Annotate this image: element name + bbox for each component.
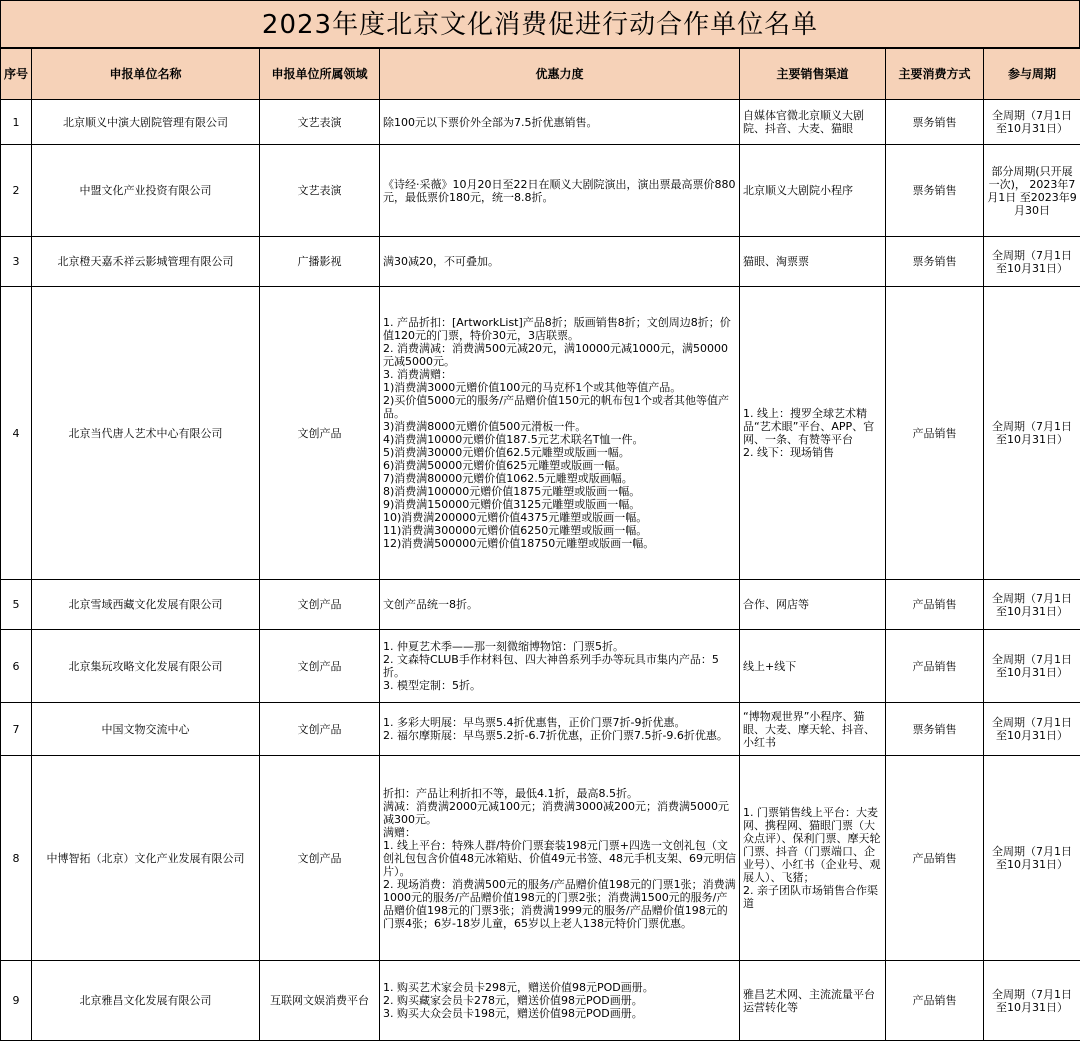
cell-discount-line: 9)消费满150000元赠价值3125元雕塑或版画一幅。 [383,498,736,511]
cell-channel-line: 雅昌艺术网、主流流量平台运营转化等 [743,988,882,1014]
cell-period-line: 全周期（7月1日至10月31日） [987,653,1077,679]
cell-period-line: 全周期（7月1日至10月31日） [987,592,1077,618]
cell-name: 中博智拓（北京）文化产业发展有限公司 [32,756,260,961]
cell-channel [740,630,886,703]
cell-discount-line: 8)消费满100000元赠价值1875元雕塑或版画一幅。 [383,485,736,498]
cell-no: 9 [1,961,32,1041]
cell-discount-line: 折扣：产品让利折扣不等，最低4.1折，最高8.5折。 [383,787,736,800]
header-name: 申报单位名称 [32,49,260,100]
cell-channel-line: 北京顺义大剧院小程序 [743,184,882,197]
cell-no: 8 [1,756,32,961]
cell-period-line: 全周期（7月1日至10月31日） [987,249,1077,275]
cell-discount [380,100,740,145]
cell-discount-line: 2. 文森特CLUB手作材料包、四大神兽系列手办等玩具市集内产品：5折。 [383,653,736,679]
cell-name: 北京雪域西藏文化发展有限公司 [32,580,260,630]
cell-discount-line: 2. 福尔摩斯展：早鸟票5.2折-6.7折优惠，正价门票7.5折-9.6折优惠。 [383,729,736,742]
cell-field: 文创产品 [260,630,380,703]
cell-discount-line: 1. 仲夏艺术季——那一刻微缩博物馆：门票5折。 [383,640,736,653]
cell-discount-line: 2. 现场消费：消费满500元的服务/产品赠价值198元的门票1张；消费满1000元的服务/产品赠价值198元的门票2张；消费满1500元的服务/产品赠价值198元的门票3张；消费满1999元的服务/产品赠价值198元的门票4张；6岁-18岁儿童，65岁以上老人138元特价门票优惠。 [383,878,736,930]
cell-period [984,100,1080,145]
cell-channel [740,237,886,287]
cell-channel-line: 自媒体官微北京顺义大剧院、抖音、大麦、猫眼 [743,109,882,135]
table-row [1,756,1080,961]
cell-channel-line: 1. 门票销售线上平台：大麦网、携程网、猫眼门票（大众点评）、保利门票、摩天轮门票、抖音（门票端口、企业号）、小红书（企业号、观展人）、飞猪； [743,806,882,884]
cell-name: 北京当代唐人艺术中心有限公司 [32,287,260,580]
cell-discount [380,961,740,1041]
cell-period [984,287,1080,580]
cell-channel-line: 合作、网店等 [743,598,882,611]
cell-mode: 产品销售 [886,961,984,1041]
cell-discount-line: 除100元以下票价外全部为7.5折优惠销售。 [383,116,736,129]
cell-channel-line: “博物观世界”小程序、猫眼、大麦、摩天轮、抖音、小红书 [743,710,882,749]
cell-period-line: 全周期（7月1日至10月31日） [987,845,1077,871]
cell-channel [740,145,886,237]
cell-field: 文创产品 [260,756,380,961]
table-row [1,237,1080,287]
cell-field: 文艺表演 [260,145,380,237]
cell-field: 文创产品 [260,580,380,630]
cell-discount-line: 2. 消费满减：消费满500元减20元，满10000元减1000元，满50000元减5000元。 [383,342,736,368]
header-discount: 优惠力度 [380,49,740,100]
cell-discount-line: 满减：消费满2000元减100元；消费满3000减200元；消费满5000元减300元。 [383,800,736,826]
cell-discount-line: 7)消费满80000元赠价值1062.5元雕塑或版画幅。 [383,472,736,485]
cell-channel [740,287,886,580]
cell-discount-line: 2)买价值5000元的服务/产品赠价值150元的帆布包1个或者其他等值产品。 [383,394,736,420]
header-mode: 主要消费方式 [886,49,984,100]
cell-discount-line: 1. 线上平台：特殊人群/特价门票套装198元门票+四选一文创礼包（文创礼包包含价值48元冰箱贴、价值49元书签、48元手机支架、69元明信片）。 [383,839,736,878]
cell-discount-line: 1. 产品折扣：[ArtworkList]产品8折；版画销售8折；文创周边8折；价值120元的门票，特价30元，3店联票。 [383,316,736,342]
cell-period-line: 全周期（7月1日至10月31日） [987,420,1077,446]
cell-field: 互联网文娱消费平台 [260,961,380,1041]
cell-name: 北京雅昌文化发展有限公司 [32,961,260,1041]
cell-discount-line: 3. 购买大众会员卡198元，赠送价值98元POD画册。 [383,1007,736,1020]
cell-name: 中国文物交流中心 [32,703,260,756]
cell-discount-line: 3. 模型定制：5折。 [383,679,736,692]
cell-discount-line: 《诗经·采薇》10月20日至22日在顺义大剧院演出，演出票最高票价880元，最低票价180元，统一8.8折。 [383,178,736,204]
cell-channel-line: 2. 亲子团队市场销售合作渠道 [743,884,882,910]
cell-channel-line: 线上+线下 [743,660,882,673]
cell-discount-line: 2. 购买藏家会员卡278元，赠送价值98元POD画册。 [383,994,736,1007]
cell-mode: 票务销售 [886,100,984,145]
cell-discount [380,703,740,756]
cell-period [984,630,1080,703]
cell-mode: 产品销售 [886,756,984,961]
cell-no: 5 [1,580,32,630]
table-row [1,145,1080,237]
cell-period-line: 全周期（7月1日至10月31日） [987,716,1077,742]
cell-mode: 产品销售 [886,287,984,580]
header-period: 参与周期 [984,49,1080,100]
cell-period-line: 部分周期(只开展一次)， 2023年7月1日 至2023年9月30日 [987,165,1077,217]
cell-mode: 产品销售 [886,630,984,703]
cell-channel-line: 1. 线上：搜罗全球艺术精品“艺术眼”平台、APP、官网、一条、有赞等平台 [743,407,882,446]
cell-period [984,580,1080,630]
header-no: 序号 [1,49,32,100]
cell-channel [740,703,886,756]
cell-discount [380,756,740,961]
table-row [1,961,1080,1041]
cell-discount [380,145,740,237]
cell-discount-line: 满30减20，不可叠加。 [383,255,736,268]
cell-discount-line: 5)消费满30000元赠价值62.5元雕塑或版画一幅。 [383,446,736,459]
table-row [1,580,1080,630]
table-row [1,287,1080,580]
cell-period [984,703,1080,756]
cell-mode: 产品销售 [886,580,984,630]
cell-name: 北京橙天嘉禾祥云影城管理有限公司 [32,237,260,287]
cell-name: 中盟文化产业投资有限公司 [32,145,260,237]
cell-discount-line: 1. 多彩大明展：早鸟票5.4折优惠售，正价门票7折-9折优惠。 [383,716,736,729]
cell-mode: 票务销售 [886,703,984,756]
cell-discount [380,237,740,287]
cell-discount [380,630,740,703]
cell-no: 2 [1,145,32,237]
cell-no: 6 [1,630,32,703]
table-row [1,703,1080,756]
cell-period-line: 全周期（7月1日至10月31日） [987,988,1077,1014]
table-row [1,630,1080,703]
cell-discount-line: 11)消费满300000元赠价值6250元雕塑或版画一幅。 [383,524,736,537]
cell-discount-line: 1. 购买艺术家会员卡298元，赠送价值98元POD画册。 [383,981,736,994]
cell-channel-line: 猫眼、淘票票 [743,255,882,268]
cell-discount [380,580,740,630]
cell-period-line: 全周期（7月1日至10月31日） [987,109,1077,135]
cell-channel-line: 2. 线下：现场销售 [743,446,882,459]
cell-no: 7 [1,703,32,756]
header-channel: 主要销售渠道 [740,49,886,100]
cell-discount-line: 1)消费满3000元赠价值100元的马克杯1个或其他等值产品。 [383,381,736,394]
table-row [1,100,1080,145]
header-row [1,49,1080,100]
cell-field: 文创产品 [260,703,380,756]
cell-field: 文艺表演 [260,100,380,145]
cell-period [984,145,1080,237]
cell-discount-line: 4)消费满10000元赠价值187.5元艺术联名T恤一件。 [383,433,736,446]
cell-channel [740,961,886,1041]
cell-channel [740,100,886,145]
cell-period [984,961,1080,1041]
cell-discount-line: 3)消费满8000元赠价值500元滑板一件。 [383,420,736,433]
cell-no: 3 [1,237,32,287]
cell-field: 文创产品 [260,287,380,580]
cell-discount [380,287,740,580]
cell-mode: 票务销售 [886,237,984,287]
table-body [1,100,1080,1041]
cell-channel [740,756,886,961]
header-field: 申报单位所属领域 [260,49,380,100]
cell-field: 广播影视 [260,237,380,287]
cell-period [984,237,1080,287]
cell-no: 1 [1,100,32,145]
cell-no: 4 [1,287,32,580]
cell-discount-line: 10)消费满200000元赠价值4375元雕塑或版画一幅。 [383,511,736,524]
page-title: 2023年度北京文化消费促进行动合作单位名单 [0,0,1080,48]
cell-mode: 票务销售 [886,145,984,237]
cell-period [984,756,1080,961]
cell-discount-line: 6)消费满50000元赠价值625元雕塑或版画一幅。 [383,459,736,472]
cell-name: 北京集玩攻略文化发展有限公司 [32,630,260,703]
cell-discount-line: 满赠： [383,826,736,839]
cell-discount-line: 文创产品统一8折。 [383,598,736,611]
partner-table [0,48,1080,1041]
cell-name: 北京顺义中演大剧院管理有限公司 [32,100,260,145]
cell-channel [740,580,886,630]
cell-discount-line: 12)消费满500000元赠价值18750元雕塑或版画一幅。 [383,537,736,550]
cell-discount-line: 3. 消费满赠： [383,368,736,381]
